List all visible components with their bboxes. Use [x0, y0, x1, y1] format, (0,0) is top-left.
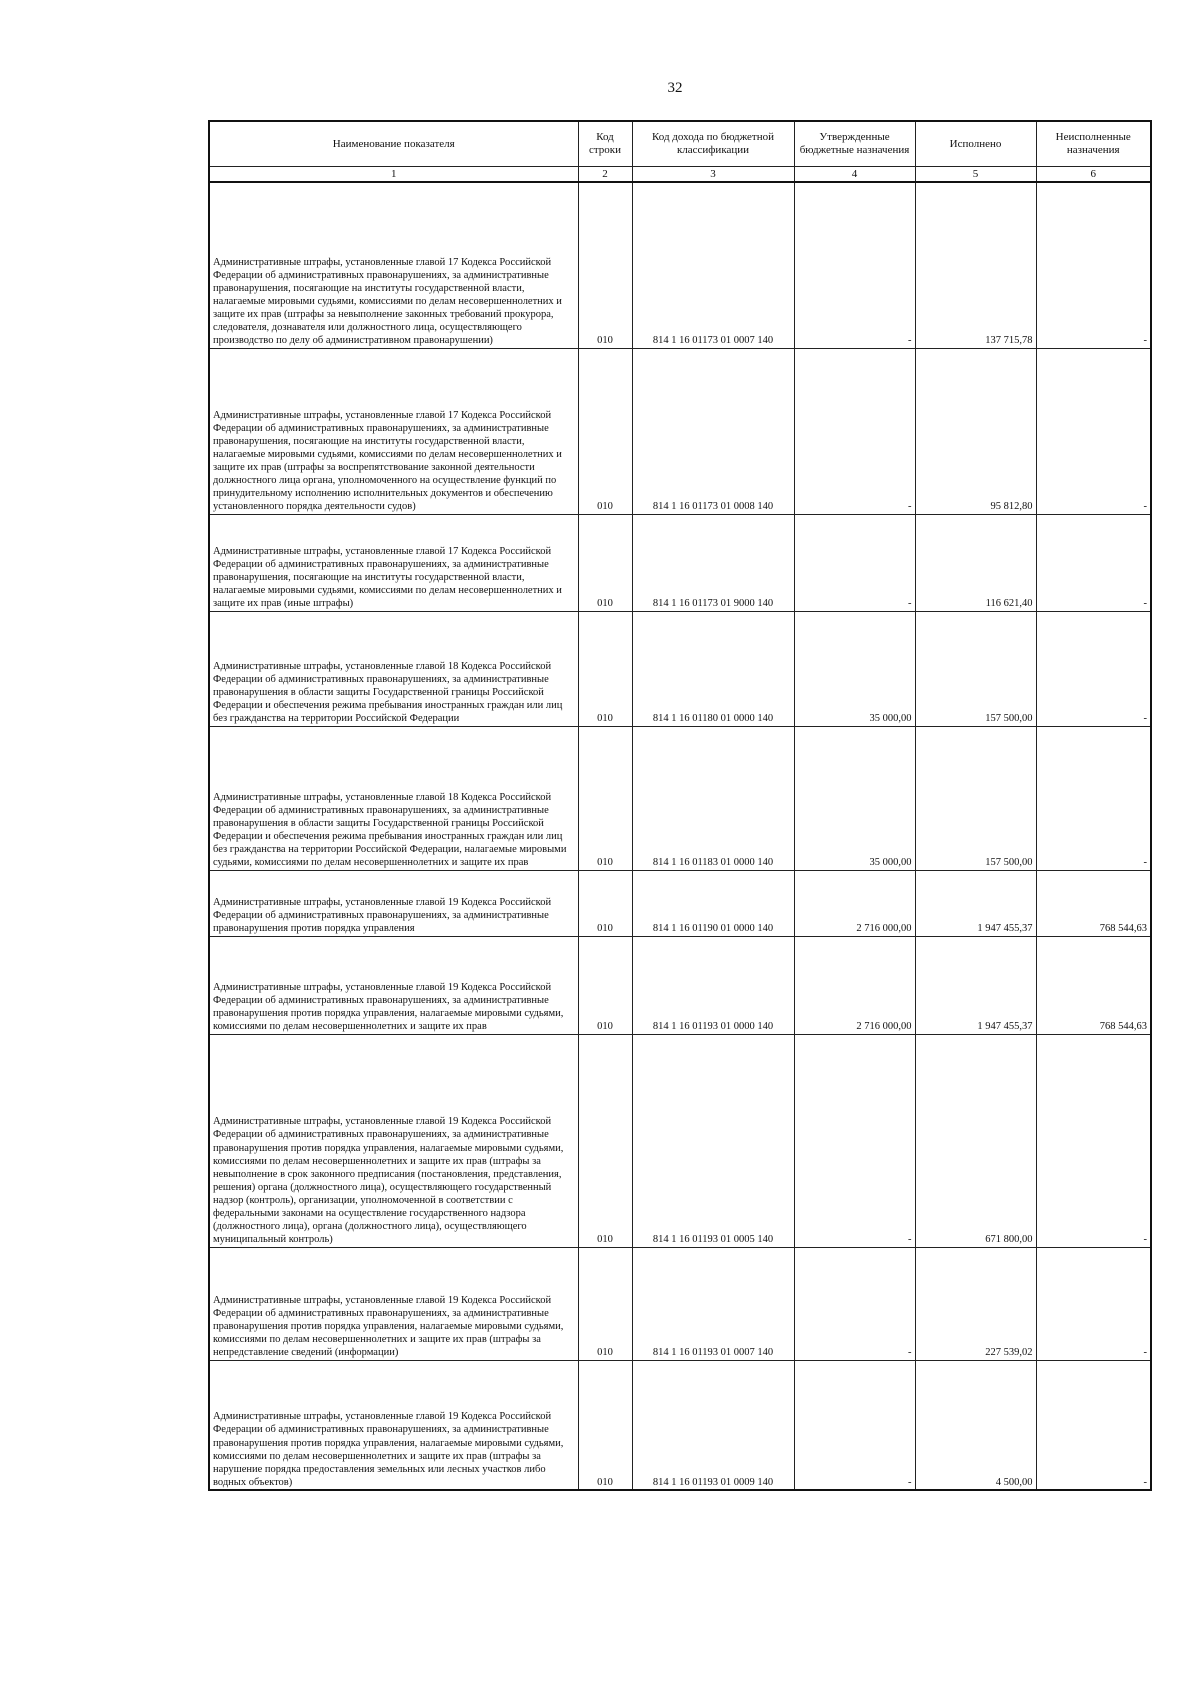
budget-report-table — [208, 120, 1152, 1491]
executed-value: 95 812,80 — [915, 348, 1036, 514]
table-row — [209, 726, 1151, 870]
column-number: 5 — [915, 167, 1036, 183]
table-row — [209, 1247, 1151, 1360]
unexecuted-value: - — [1036, 1034, 1151, 1247]
unexecuted-value: - — [1036, 611, 1151, 726]
line-code: 010 — [578, 726, 632, 870]
unexecuted-value: 768 544,63 — [1036, 870, 1151, 936]
budget-code: 814 1 16 01173 01 0008 140 — [632, 348, 794, 514]
table-row — [209, 870, 1151, 936]
page-number: 32 — [667, 80, 683, 96]
column-number-row — [209, 167, 1151, 183]
line-code: 010 — [578, 936, 632, 1034]
indicator-name: Административные штрафы, установленные главой 17 Кодекса Российской Федерации об административных правонарушениях, за административные правонарушения, посягающие на институты государственной власти, налагаемые мировыми судьями, комиссиями по делам несовершеннолетних и защите их прав (штрафы за невыполнение законных требований прокурора, следователя, дознавателя или должностного лица, осуществляющего производство по делу об административном правонарушении) — [209, 182, 578, 348]
executed-value: 4 500,00 — [915, 1360, 1036, 1490]
approved-value: 35 000,00 — [794, 611, 915, 726]
unexecuted-value: - — [1036, 348, 1151, 514]
unexecuted-value: 768 544,63 — [1036, 936, 1151, 1034]
approved-value: - — [794, 1247, 915, 1360]
unexecuted-value: - — [1036, 726, 1151, 870]
line-code: 010 — [578, 514, 632, 611]
budget-code: 814 1 16 01183 01 0000 140 — [632, 726, 794, 870]
unexecuted-value: - — [1036, 1360, 1151, 1490]
unexecuted-value: - — [1036, 514, 1151, 611]
header-indicator-name: Наименование показателя — [209, 121, 578, 167]
approved-value: 2 716 000,00 — [794, 870, 915, 936]
header-unexecuted: Неисполненные назначения — [1036, 121, 1151, 167]
budget-code: 814 1 16 01193 01 0005 140 — [632, 1034, 794, 1247]
budget-code: 814 1 16 01180 01 0000 140 — [632, 611, 794, 726]
executed-value: 116 621,40 — [915, 514, 1036, 611]
approved-value: 2 716 000,00 — [794, 936, 915, 1034]
line-code: 010 — [578, 1247, 632, 1360]
column-number: 6 — [1036, 167, 1151, 183]
budget-code: 814 1 16 01173 01 0007 140 — [632, 182, 794, 348]
budget-code: 814 1 16 01190 01 0000 140 — [632, 870, 794, 936]
indicator-name: Административные штрафы, установленные главой 18 Кодекса Российской Федерации об административных правонарушениях, за административные правонарушения в области защиты Государственной границы Российской Федерации и обеспечения режима пребывания иностранных граждан или лиц без гражданства на территории Российской Федерации, налагаемые мировыми судьями, комиссиями по делам несовершеннолетних и защите их прав — [209, 726, 578, 870]
executed-value: 157 500,00 — [915, 611, 1036, 726]
table-row — [209, 611, 1151, 726]
executed-value: 157 500,00 — [915, 726, 1036, 870]
line-code: 010 — [578, 1360, 632, 1490]
header-executed: Исполнено — [915, 121, 1036, 167]
budget-code: 814 1 16 01173 01 9000 140 — [632, 514, 794, 611]
indicator-name: Административные штрафы, установленные главой 17 Кодекса Российской Федерации об административных правонарушениях, за административные правонарушения, посягающие на институты государственной власти, налагаемые мировыми судьями, комиссиями по делам несовершеннолетних и защите их прав (штрафы за воспрепятствование законной деятельности должностного лица органа, уполномоченного на осуществление функций по принудительному исполнению исполнительных документов и обеспечению установленного порядка деятельности судов) — [209, 348, 578, 514]
indicator-name: Административные штрафы, установленные главой 19 Кодекса Российской Федерации об административных правонарушениях, за административные правонарушения против порядка управления — [209, 870, 578, 936]
indicator-name: Административные штрафы, установленные главой 19 Кодекса Российской Федерации об административных правонарушениях, за административные правонарушения против порядка управления, налагаемые мировыми судьями, комиссиями по делам несовершеннолетних и защите их прав (штрафы за непредставление сведений (информации) — [209, 1247, 578, 1360]
executed-value: 1 947 455,37 — [915, 936, 1036, 1034]
executed-value: 137 715,78 — [915, 182, 1036, 348]
column-number: 3 — [632, 167, 794, 183]
line-code: 010 — [578, 611, 632, 726]
table-row — [209, 1360, 1151, 1490]
indicator-name: Административные штрафы, установленные главой 18 Кодекса Российской Федерации об административных правонарушениях, за административные правонарушения в области защиты Государственной границы Российской Федерации и обеспечения режима пребывания иностранных граждан или лиц без гражданства на территории Российской Федерации — [209, 611, 578, 726]
line-code: 010 — [578, 348, 632, 514]
budget-code: 814 1 16 01193 01 0009 140 — [632, 1360, 794, 1490]
table-row — [209, 348, 1151, 514]
unexecuted-value: - — [1036, 182, 1151, 348]
column-number: 1 — [209, 167, 578, 183]
approved-value: - — [794, 1034, 915, 1247]
budget-code: 814 1 16 01193 01 0000 140 — [632, 936, 794, 1034]
header-approved: Утвержденные бюджетные назначения — [794, 121, 915, 167]
line-code: 010 — [578, 870, 632, 936]
budget-code: 814 1 16 01193 01 0007 140 — [632, 1247, 794, 1360]
executed-value: 1 947 455,37 — [915, 870, 1036, 936]
indicator-name: Административные штрафы, установленные главой 17 Кодекса Российской Федерации об административных правонарушениях, за административные правонарушения, посягающие на институты государственной власти, налагаемые мировыми судьями, комиссиями по делам несовершеннолетних и защите их прав (иные штрафы) — [209, 514, 578, 611]
table-row — [209, 182, 1151, 348]
approved-value: 35 000,00 — [794, 726, 915, 870]
indicator-name: Административные штрафы, установленные главой 19 Кодекса Российской Федерации об административных правонарушениях, за административные правонарушения против порядка управления, налагаемые мировыми судьями, комиссиями по делам несовершеннолетних и защите их прав (штрафы за невыполнение в срок законного предписания (постановления, представления, решения) органа (должностного лица), осуществляющего государственный надзор (контроль), организации, уполномоченной в соответствии с федеральными законами на осуществление государственного надзора (должностного лица), органа (должностного лица), осуществляющего муниципальный контроль) — [209, 1034, 578, 1247]
header-line-code: Код строки — [578, 121, 632, 167]
executed-value: 227 539,02 — [915, 1247, 1036, 1360]
indicator-name: Административные штрафы, установленные главой 19 Кодекса Российской Федерации об административных правонарушениях, за административные правонарушения против порядка управления, налагаемые мировыми судьями, комиссиями по делам несовершеннолетних и защите их прав (штрафы за нарушение порядка предоставления земельных или лесных участков либо водных объектов) — [209, 1360, 578, 1490]
header-budget-code: Код дохода по бюджетной классификации — [632, 121, 794, 167]
unexecuted-value: - — [1036, 1247, 1151, 1360]
approved-value: - — [794, 514, 915, 611]
table-row — [209, 514, 1151, 611]
table-header-row — [209, 121, 1151, 167]
line-code: 010 — [578, 1034, 632, 1247]
column-number: 4 — [794, 167, 915, 183]
table-row — [209, 936, 1151, 1034]
approved-value: - — [794, 1360, 915, 1490]
approved-value: - — [794, 348, 915, 514]
executed-value: 671 800,00 — [915, 1034, 1036, 1247]
table-row — [209, 1034, 1151, 1247]
approved-value: - — [794, 182, 915, 348]
indicator-name: Административные штрафы, установленные главой 19 Кодекса Российской Федерации об административных правонарушениях, за административные правонарушения против порядка управления, налагаемые мировыми судьями, комиссиями по делам несовершеннолетних и защите их прав — [209, 936, 578, 1034]
line-code: 010 — [578, 182, 632, 348]
column-number: 2 — [578, 167, 632, 183]
